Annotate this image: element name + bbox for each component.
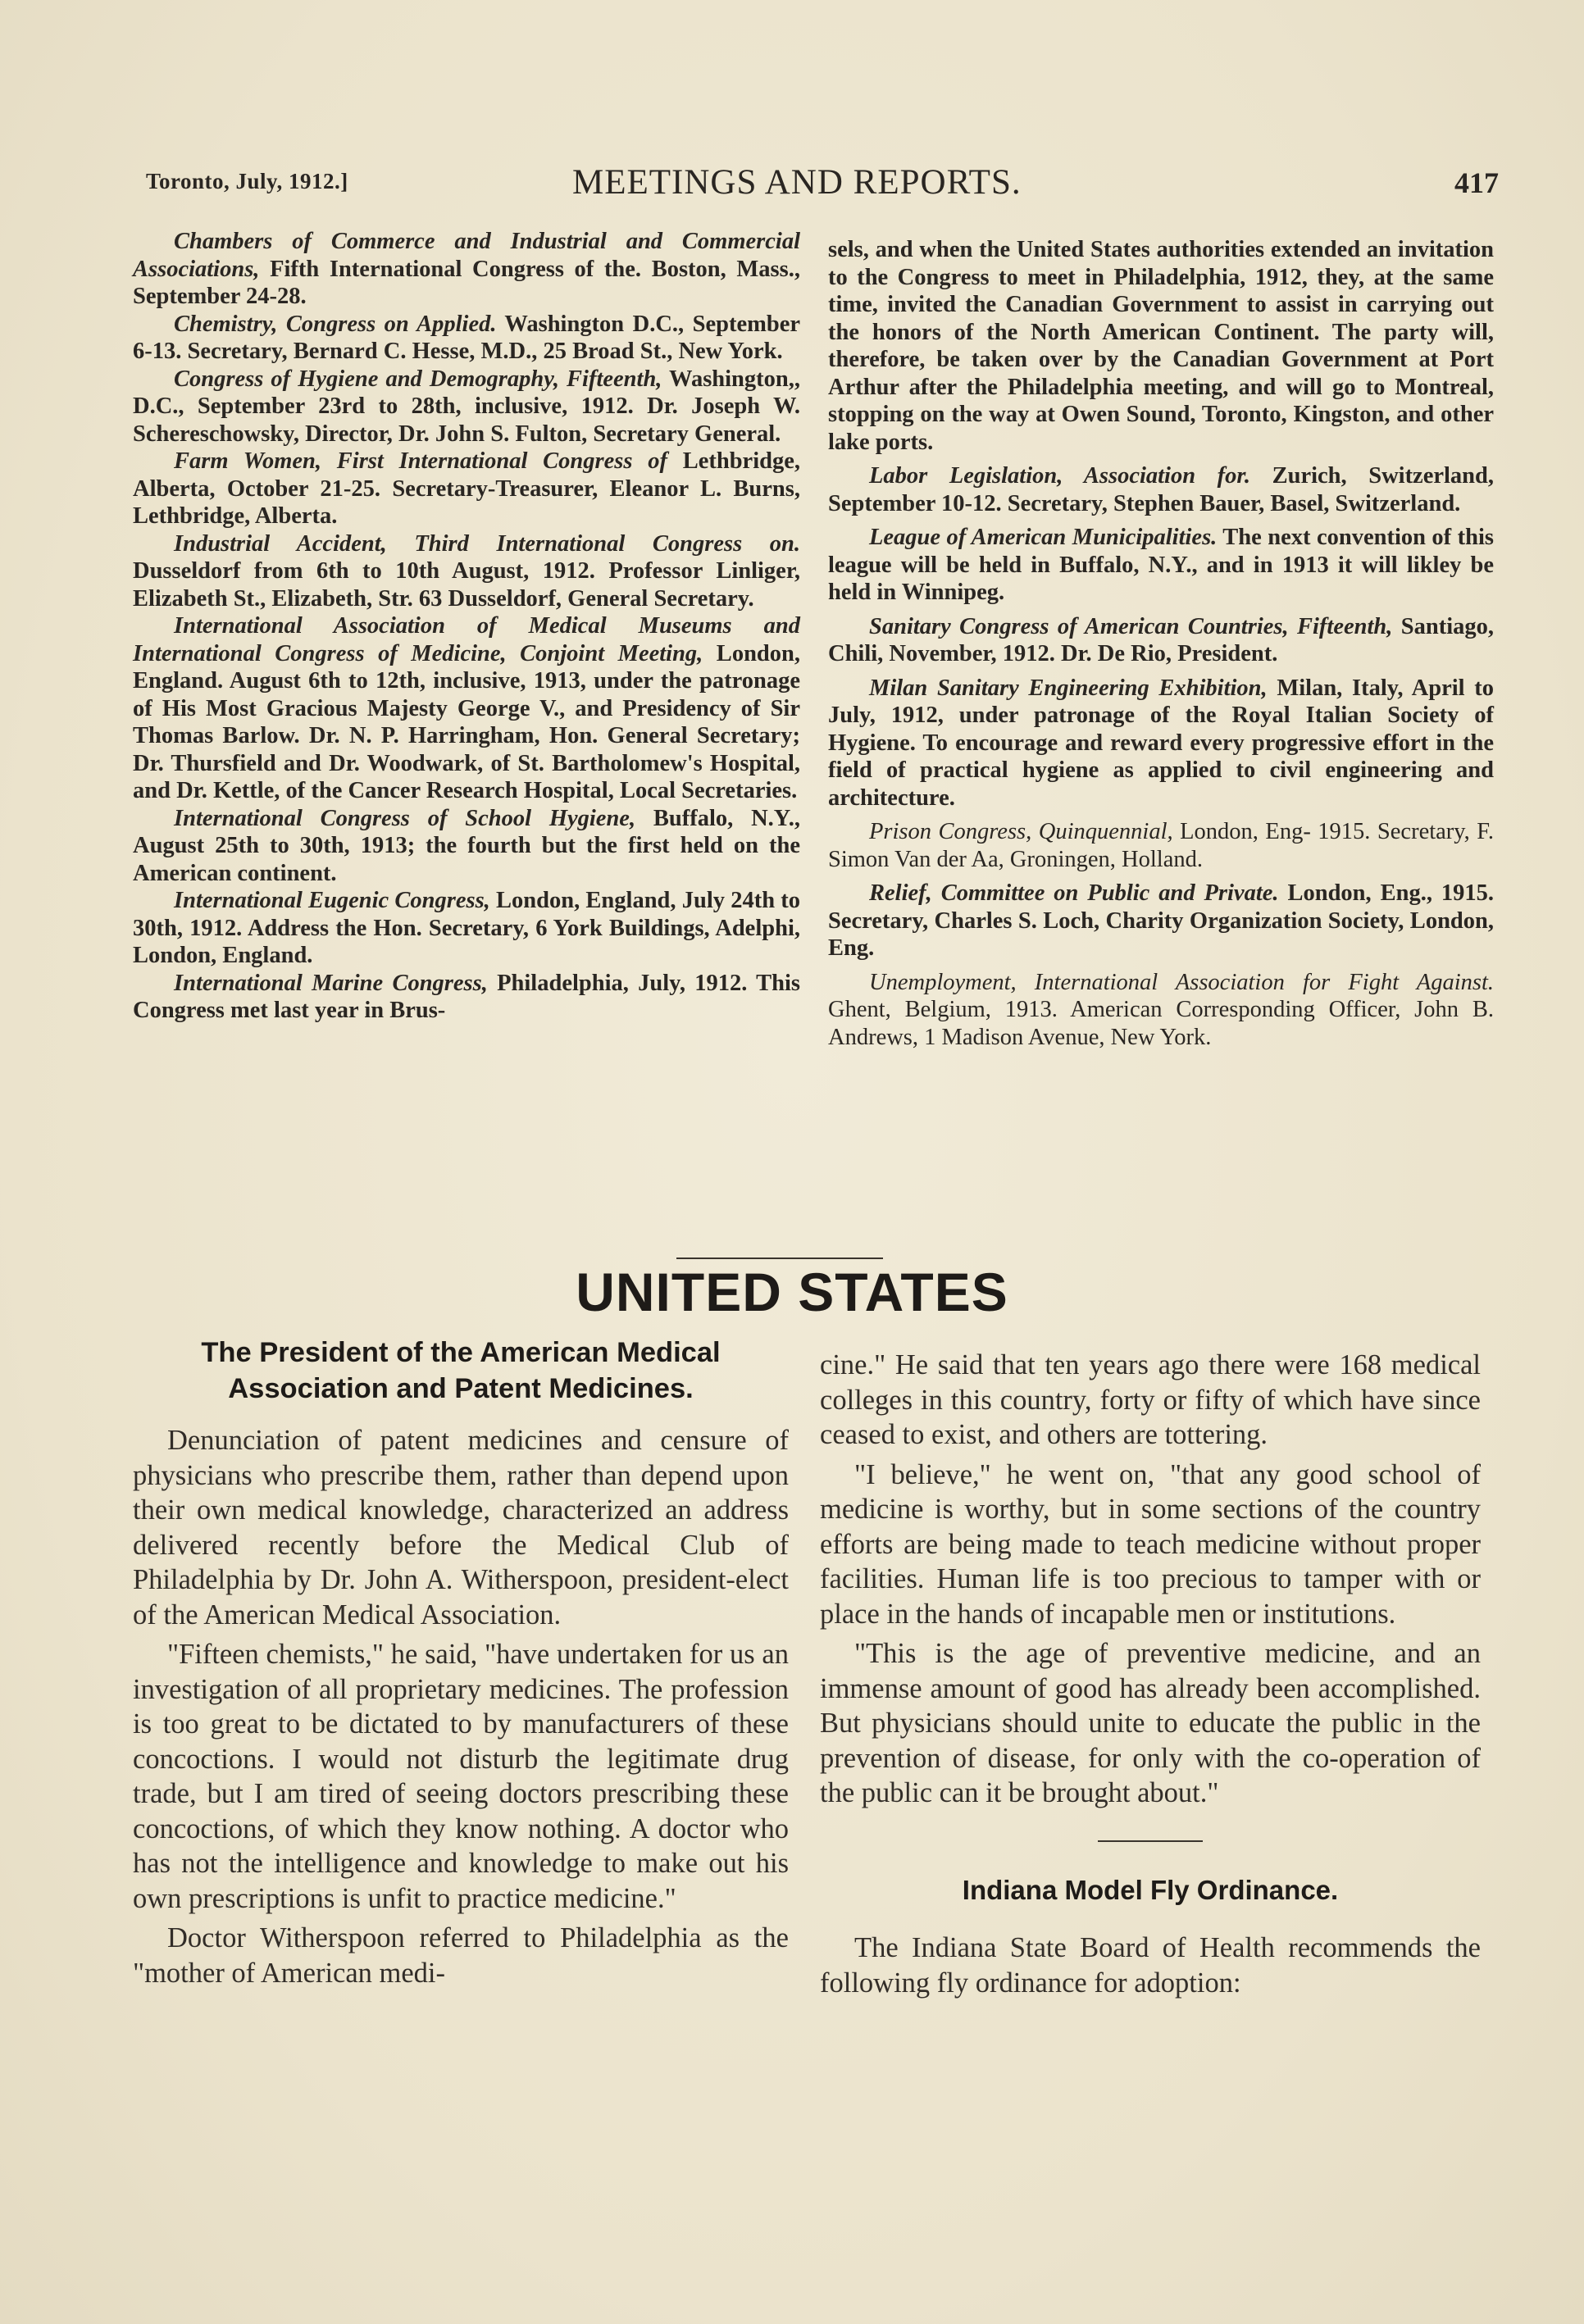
listing-entry <box>828 880 1494 962</box>
entry-text: London, England, July 24th to 30th, 1912. Address the Hon. Secretary, 6 York Buildings, Adelphi, London, England. <box>133 888 801 968</box>
entry-text: Washington D.C., September 6-13. Secretary, Bernard C. Hesse, M.D., 25 Broad St., New York. <box>133 311 800 364</box>
article-paragraph: Denunciation of patent medicines and censure of physicians who prescribe them, rather than depend upon their own medical knowledge, characterized an address delivered recently before the Medical Club of Philadelphia by Dr. John A. Witherspoon, president-elect of the American Medical Association. <box>133 1425 789 1630</box>
article-heading: Indiana Model Fly Ordinance. <box>962 1874 1339 1905</box>
entry-text: Dusseldorf from 6th to 10th August, 1912. Professor Linliger, Elizabeth St., Elizabeth, Str. 63 Dusseldorf, General Secretary. <box>133 558 800 612</box>
listing-entry <box>133 887 800 970</box>
listing-entry <box>133 448 800 530</box>
entry-title: Labor Legislation, Association for. <box>869 463 1251 489</box>
entry-text: Washington,, D.C., September 23rd to 28th, inclusive, 1912. Dr. Joseph W. Schereschowsky, Director, Dr. John S. Fulton, Secretary General. <box>133 366 800 447</box>
article-heading: The President of the American Medical Association and Patent Medicines. <box>201 1337 721 1404</box>
listing-entry <box>133 612 800 805</box>
entry-text: sels, and when the United States authorities extended an invitation to the Congress to meet in Philadelphia, 1912, they, at the same time, invited the Canadian Government to assist in carrying out the honors of the North American Continent. The party will, therefore, be taken over by the Canadian Government at Port Arthur after the Philadelphia meeting, and will go to Montreal, stopping on the way at Owen Sound, Toronto, Kingston, and other lake ports. <box>828 237 1494 455</box>
entry-text: Ghent, Belgium, 1913. American Corresponding Officer, John B. Andrews, 1 Madison Avenue, New York. <box>828 997 1494 1050</box>
listing-entry <box>828 818 1494 873</box>
entry-text: Fifth International Congress of the. Boston, Mass., September 24-28. <box>133 256 800 309</box>
section-heading: MEETINGS AND REPORTS. <box>572 163 1022 202</box>
entry-text: Santiago, Chili, November, 1912. Dr. De Rio, President. <box>828 613 1494 666</box>
entry-text: Zurich, Switzerland, September 10-12. Secretary, Stephen Bauer, Basel, Switzerland. <box>828 463 1494 516</box>
entry-text: Buffalo, N.Y., August 25th to 30th, 1913; the fourth but the first held on the American continent. <box>133 805 800 886</box>
listing-entry <box>133 311 800 366</box>
listing-entry <box>133 228 800 311</box>
congress-listing-right <box>828 236 1494 1057</box>
congress-listing-left <box>133 228 800 1025</box>
listing-entry <box>133 970 800 1025</box>
entry-title: Sanitary Congress of American Countries, Fifteenth, <box>869 613 1393 639</box>
article-paragraph: "This is the age of preventive medicine, and an immense amount of good has already been accomplished. But physicians should unite to educate the public in the prevention of disease, for only with the co-operation of the public can it be brought about." <box>820 1638 1481 1808</box>
entry-text: London, Eng., 1915. Secretary, Charles S. Loch, Charity Organization Society, London, Eng. <box>828 880 1494 961</box>
article-paragraph: Doctor Witherspoon referred to Philadelphia as the "mother of American medi- <box>133 1922 789 1989</box>
article-paragraph: The Indiana State Board of Health recommends the following fly ordinance for adoption: <box>820 1932 1481 1999</box>
entry-title: League of American Municipalities. <box>869 525 1218 550</box>
entry-text: Lethbridge, Alberta, October 21-25. Secretary-Treasurer, Eleanor L. Burns, Lethbridge, Alberta. <box>133 448 800 529</box>
article-column-right <box>820 1348 1481 2005</box>
section-divider <box>676 1258 883 1259</box>
entry-text: London, Eng- 1915. Secretary, F. Simon Van der Aa, Groningen, Holland. <box>828 819 1494 872</box>
entry-title: International Marine Congress, <box>174 970 488 996</box>
listing-entry <box>133 530 800 613</box>
entry-title: Farm Women, First International Congress of <box>174 448 667 474</box>
running-head <box>146 162 1499 203</box>
page-number: 417 <box>1454 166 1499 199</box>
article-divider <box>1098 1840 1203 1842</box>
issue-date: Toronto, July, 1912.] <box>146 169 348 193</box>
listing-entry <box>133 805 800 888</box>
entry-text: London, England. August 6th to 12th, inclusive, 1913, under the patronage of His Most Gracious Majesty George V., and Presidency of Sir Thomas Barlow. Dr. N. P. Harringham, Hon. General Secretary; Dr. Thursfield and Dr. Woodwark, of St. Bartholomew's Hospital, and Dr. Kettle, of the Cancer Research Hospital, Local Secretaries. <box>133 640 800 803</box>
article-paragraph: "I believe," he went on, "that any good school of medicine is worthy, but in some sections of the country efforts are being made to teach medicine without proper facilities. Human life is too precious to tamper with or place in the hands of incapable men or institutions. <box>820 1458 1481 1630</box>
entry-title: Milan Sanitary Engineering Exhibition, <box>869 675 1268 701</box>
entry-title: Prison Congress, Quinquennial, <box>869 819 1173 844</box>
listing-entry <box>828 462 1494 517</box>
listing-entry <box>133 366 800 448</box>
entry-title: Relief, Committee on Public and Private. <box>869 880 1279 906</box>
entry-text: The next convention of this league will be held in Buffalo, N.Y., and in 1913 it will likley be held in Winnipeg. <box>828 525 1494 605</box>
section-title: UNITED STATES <box>576 1262 1008 1322</box>
entry-title: International Eugenic Congress, <box>174 888 490 913</box>
listing-entry <box>828 524 1494 607</box>
entry-title: Congress of Hygiene and Demography, Fifteenth, <box>174 366 662 392</box>
article-paragraph: cine." He said that ten years ago there were 168 medical colleges in this country, forty or fifty of which have since ceased to exist, and others are tottering. <box>820 1349 1481 1450</box>
entry-text: Philadelphia, July, 1912. This Congress met last year in Brus- <box>133 970 800 1023</box>
entry-title: International Association of Medical Museums and International Congress of Medicine, Conjoint Meeting, <box>133 613 800 666</box>
entry-title: Chemistry, Congress on Applied. <box>174 311 497 337</box>
entry-title: Industrial Accident, Third International Congress on. <box>174 530 800 557</box>
listing-entry <box>828 969 1494 1052</box>
entry-title: International Congress of School Hygiene, <box>174 805 636 831</box>
entry-title: Unemployment, International Association for Fight Against. <box>869 969 1494 995</box>
listing-entry <box>828 675 1494 812</box>
article-column-left <box>133 1335 789 1995</box>
listing-entry <box>828 613 1494 668</box>
article-paragraph: "Fifteen chemists," he said, "have undertaken for us an investigation of all proprietary medicines. The profession is too great to be dictated to by manufacturers of these concoctions. I would not disturb the legitimate drug trade, but I am tired of seeing doctors prescribing these concoctions, of which they know nothing. A doctor who has not the intelligence and knowledge to make out his own prescriptions is unfit to practice medicine." <box>133 1639 789 1914</box>
listing-entry <box>828 236 1494 456</box>
entry-text: Milan, Italy, April to July, 1912, under patronage of the Royal Italian Society of Hygiene. To encourage and reward every progressive effort in the field of practical hygiene as applied to civil engineering and architecture. <box>828 675 1494 811</box>
entry-title: Chambers of Commerce and Industrial and Commercial Associations, <box>133 229 800 282</box>
